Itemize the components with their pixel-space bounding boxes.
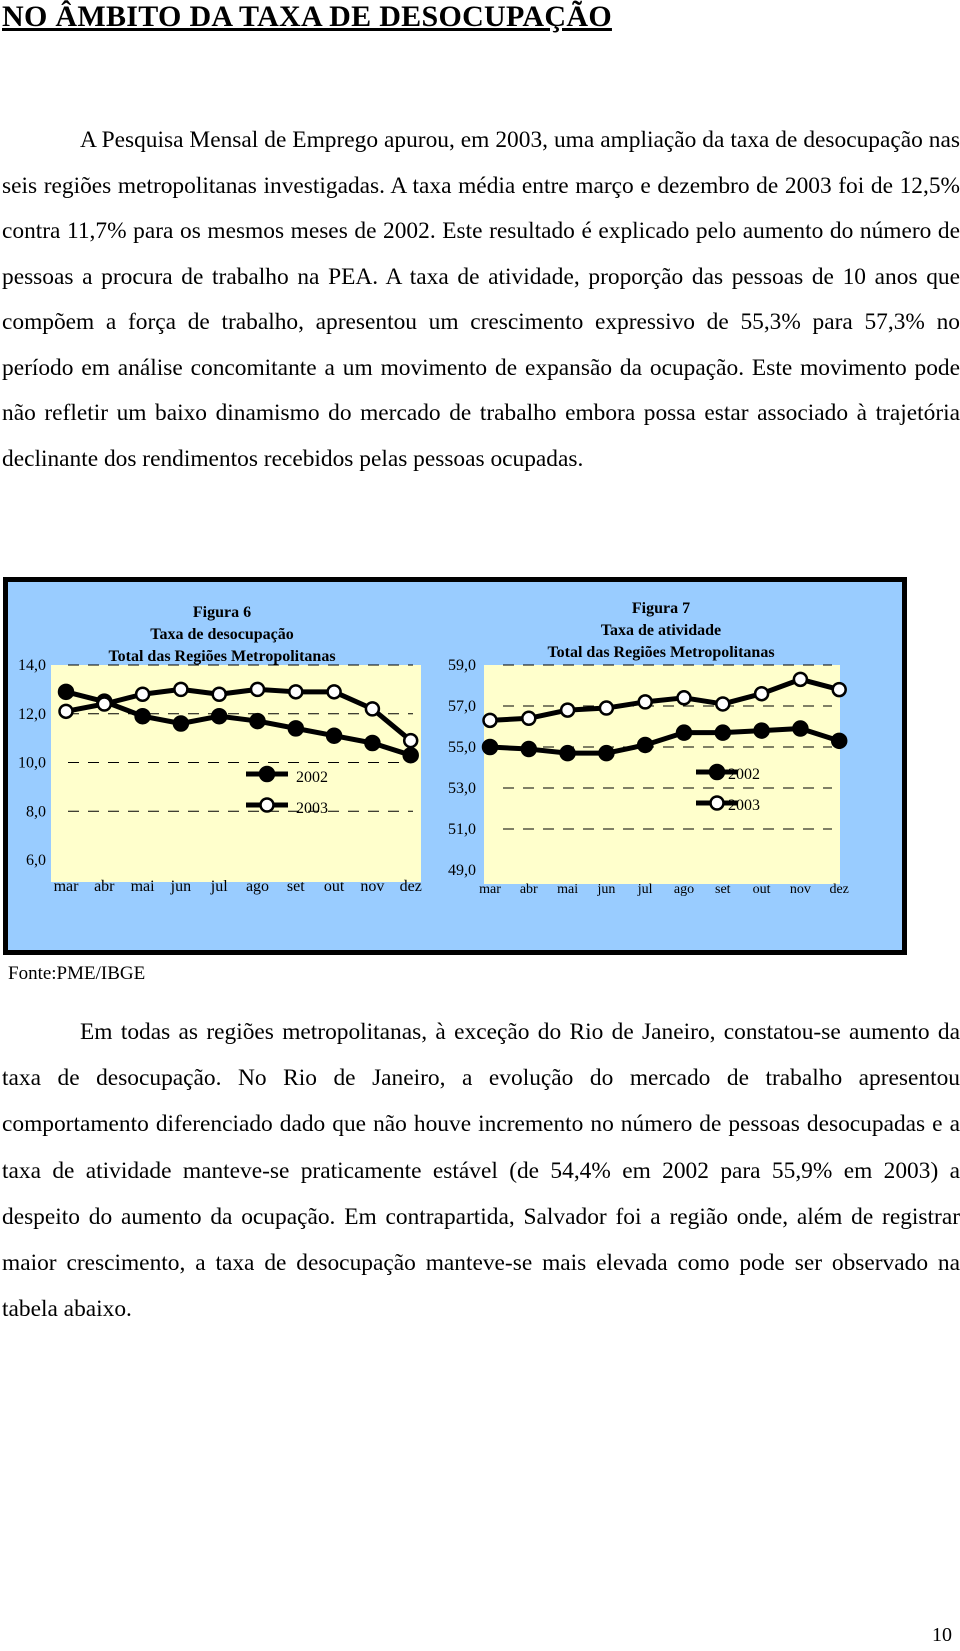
fig6-point-2002: [404, 748, 418, 762]
fig6-point-2002: [174, 717, 188, 731]
fig7-point-2003: [755, 687, 768, 700]
fig6-x-tick-label: abr: [94, 878, 115, 895]
fig7-point-2003: [833, 683, 846, 696]
figures-svg: [8, 582, 902, 950]
fig7-point-2003: [600, 702, 613, 715]
fig6-point-2003: [174, 683, 187, 696]
fig7-point-2003: [522, 712, 535, 725]
fig6-point-2003: [136, 688, 149, 701]
section-heading: NO ÂMBITO DA TAXA DE DESOCUPAÇÃO: [2, 0, 612, 33]
fig6-y-tick-label: 14,0: [18, 657, 46, 674]
source-note: Fonte:PME/IBGE: [8, 963, 146, 984]
fig6-x-tick-label: out: [323, 878, 345, 895]
fig7-x-tick-label: mai: [557, 882, 579, 897]
fig7-x-tick-label: set: [715, 882, 731, 897]
fig6-y-tick-label: 12,0: [18, 705, 46, 723]
fig7-point-2002: [522, 742, 536, 756]
fig7-legend-label-2002: 2002: [728, 766, 760, 783]
fig6-legend-label-2002: 2002: [296, 769, 328, 786]
fig7-title: Figura 7: [631, 600, 691, 617]
fig7-x-tick-label: out: [752, 882, 771, 897]
page-number: 10: [932, 1624, 952, 1646]
fig7-point-2003: [716, 697, 729, 710]
fig6-point-2003: [289, 685, 302, 698]
fig6-y-tick-label: 10,0: [18, 754, 46, 772]
fig7-point-2003: [794, 673, 807, 686]
paragraph-regions: Em todas as regiões metropolitanas, à exceção do Rio de Janeiro, constatou-se aumento da taxa de desocupação. No Rio de Janeiro, a evolução do mercado de trabalho apresentou comportamento diferenciado dado que não houve incremento no número de pessoas desocupadas e a taxa de atividade manteve-se praticamente estável (de 54,4% em 2002 para 55,9% em 2003) a despeito do aumento da ocupação. Em contrapartida, Salvador foi a região onde, além de registrar maior crescimento, a taxa de desocupação manteve-se mais elevada como pode ser observado na tabela abaixo.: [2, 1019, 960, 1323]
fig7-legend-marker-2003: [711, 797, 724, 810]
paragraph-intro: A Pesquisa Mensal de Emprego apurou, em 2003, uma ampliação da taxa de desocupação nas seis regiões metropolitanas investigadas. A taxa média entre março e dezembro de 2003 foi de 12,5% contra 11,7% para os mesmos meses de 2002. Este resultado é explicado pelo aumento do número de pessoas a procura de trabalho na PEA. A taxa de atividade, proporção das pessoas de 10 anos que compõem a força de trabalho, apresentou um crescimento expressivo de 55,3% para 57,3% no período em análise concomitante a um movimento de expansão da ocupação. Este movimento pode não refletir um baixo dinamismo do mercado de trabalho embora possa estar associado à trajetória declinante dos rendimentos recebidos pelas pessoas ocupadas.: [2, 127, 960, 472]
fig7-x-tick-label: abr: [519, 882, 538, 897]
fig6-x-tick-label: mar: [53, 878, 79, 895]
figures-panel: [3, 577, 907, 955]
fig6-x-tick-label: jul: [210, 878, 228, 895]
fig6-point-2003: [98, 698, 111, 711]
fig6-point-2002: [327, 729, 341, 743]
fig7-point-2002: [755, 724, 769, 738]
fig7-x-tick-label: jun: [597, 882, 616, 897]
fig6-x-tick-label: mai: [130, 878, 155, 895]
fig6-legend-marker-2002: [260, 767, 274, 781]
fig7-point-2003: [639, 695, 652, 708]
fig6-point-2003: [251, 683, 264, 696]
fig6-point-2002: [59, 685, 73, 699]
fig7-point-2002: [793, 722, 807, 736]
fig7-point-2003: [678, 691, 691, 704]
fig6-point-2002: [365, 736, 379, 750]
fig7-legend-marker-2002: [710, 765, 724, 779]
fig7-y-tick-label: 57,0: [448, 698, 476, 715]
fig7-point-2002: [638, 738, 652, 752]
fig7-y-tick-label: 55,0: [448, 739, 476, 756]
fig7-point-2002: [677, 726, 691, 740]
fig7-y-tick-label: 51,0: [448, 821, 476, 838]
fig7-y-tick-label: 49,0: [448, 862, 476, 879]
fig7-subtitle2: Total das Regiões Metropolitanas: [547, 644, 775, 661]
fig6-point-2002: [212, 709, 226, 723]
fig7-point-2003: [561, 704, 574, 717]
fig6-x-tick-label: jun: [170, 878, 192, 895]
fig7-y-tick-label: 53,0: [448, 780, 476, 797]
fig7-point-2002: [716, 726, 730, 740]
fig6-point-2003: [60, 705, 73, 718]
fig6-point-2003: [328, 685, 341, 698]
fig6-x-tick-label: set: [286, 878, 305, 895]
fig6-x-tick-label: nov: [360, 878, 385, 895]
fig7-point-2003: [484, 714, 497, 727]
fig6-point-2003: [213, 688, 226, 701]
fig6-point-2003: [404, 734, 417, 747]
fig6-title: Figura 6: [192, 604, 252, 621]
fig6-x-tick-label: ago: [245, 878, 270, 895]
fig7-point-2002: [832, 734, 846, 748]
fig6-subtitle2: Total das Regiões Metropolitanas: [108, 648, 336, 665]
fig7-subtitle: Taxa de atividade: [600, 622, 722, 639]
fig7-x-tick-label: mar: [479, 882, 501, 897]
fig7-point-2002: [483, 740, 497, 754]
fig6-subtitle: Taxa de desocupação: [150, 626, 294, 643]
fig6-point-2003: [366, 702, 379, 715]
fig6-legend-label-2003: 2003: [296, 800, 328, 817]
fig6-point-2002: [251, 714, 265, 728]
fig7-point-2002: [599, 746, 613, 760]
fig6-y-tick-label: 8,0: [26, 803, 46, 821]
fig7-y-tick-label: 59,0: [448, 657, 476, 674]
fig6-y-tick-label: 6,0: [26, 852, 46, 869]
fig6-point-2002: [289, 721, 303, 735]
fig7-legend-label-2003: 2003: [728, 797, 760, 814]
fig7-x-tick-label: nov: [789, 882, 811, 897]
fig6-x-tick-label: dez: [399, 878, 422, 895]
fig7-x-tick-label: ago: [673, 882, 695, 897]
fig7-x-tick-label: jul: [637, 882, 653, 897]
fig7-x-tick-label: dez: [829, 882, 849, 897]
fig6-legend-marker-2003: [261, 799, 274, 812]
fig7-point-2002: [561, 746, 575, 760]
fig6-point-2002: [136, 709, 150, 723]
